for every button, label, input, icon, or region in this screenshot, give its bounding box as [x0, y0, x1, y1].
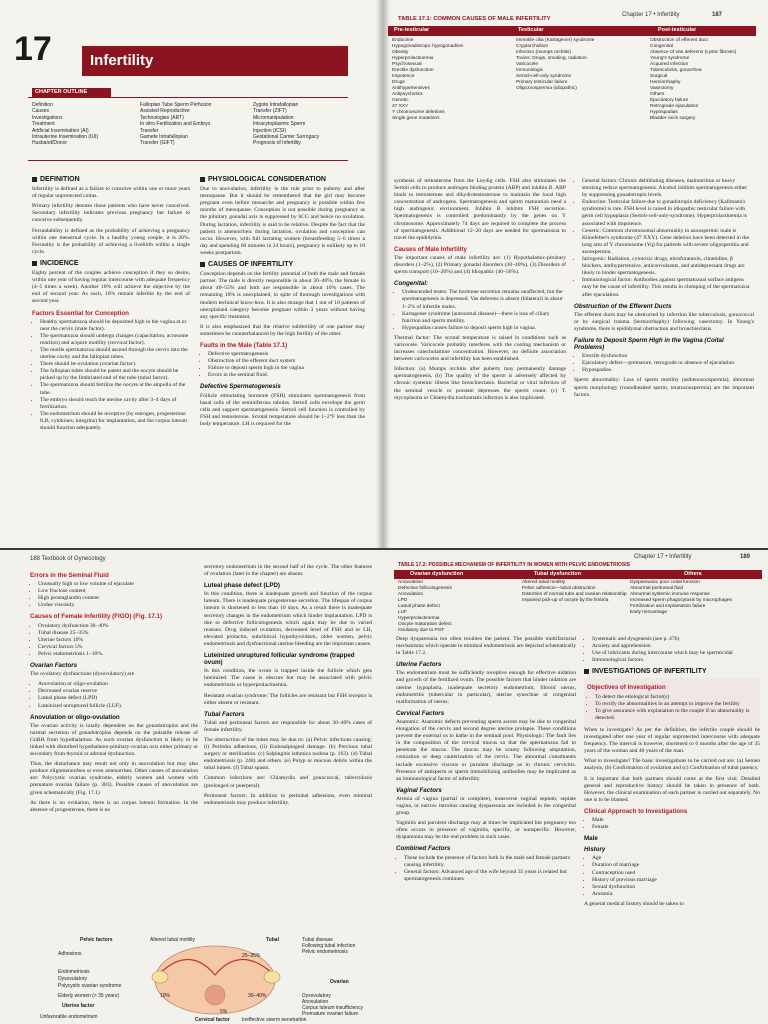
fig-label: Unfavorable endometrium — [40, 1014, 98, 1020]
body-text: Anatomic: Anatomic defects preventing sperm ascent may be due to congenital elongation of the cervix and second degree uterine prolapse. These conditions prevent the external os to bathe in the seminal pool. Physiologic: The fault lies in the composition of the cervical mucus so that the spermatozoa fail to penetrate the mucus. The mucus may be scanty following amputation, conization or deep cauterization of the cervix. The abnormal constituents include excessive viscous or purulent discharge as in chronic cervicitis. Presence of antisperm or sperm immobilizing antibodies may be implicated as an immunological factor of infertility. — [396, 718, 576, 782]
outline-item: Zygote Intrafallopian — [253, 102, 299, 108]
approach-list — [584, 817, 760, 831]
obstruction-heading: Obstruction of the Efferent Ducts — [574, 302, 672, 310]
male-faults-list — [200, 351, 365, 379]
male-faults-heading: Faults in the Male (Table 17.1) — [200, 341, 288, 349]
list-item: • Decreased ovarian reserve — [38, 688, 198, 695]
table-cell-line: Obstruction of efferent duct — [650, 38, 708, 43]
factors-list — [32, 319, 190, 433]
table-cell-line: Impotence — [392, 74, 415, 79]
outline-item: Intracytoplasmic Sperm — [253, 121, 306, 128]
physiological-text: Due to anovulation, infertility is the rule prior to puberty and after menopause. But it should be remembered that the girl may become pregnant even before menarche and pregnancy is possible within few months of menopause. Conception is not possible during pregnancy as the pituitary gonadal axis is suppressed by hCG and hence no ovulation. During lactation, infertility is said to be relative. Despite the fact that the patient is amenorrheic during lactation, ovulation and conception can occur. However, with full lactating women (breastfeeding 5–6 times a day and spending 60 minutes in 24 hours), pregnancy is unlikely up to 10 weeks postpartum. — [200, 186, 365, 256]
page-188 — [0, 550, 384, 1024]
table-header-row — [394, 570, 762, 579]
list-item: • Use of lubricants during intercourse which may be spermicidal — [592, 650, 760, 657]
table-cell-testicular — [516, 38, 594, 92]
list-item: • These include the presence of factors both in the male and female partners causing infertility. — [404, 855, 576, 869]
male-heading: Male — [584, 835, 598, 843]
table-col-header: Others — [684, 571, 702, 577]
fig-label: Following tubal infection — [302, 943, 356, 949]
page-189 — [384, 550, 768, 1024]
fig-label: Premature ovarian failure — [302, 1011, 359, 1017]
body-text: The endometrium must be sufficiently receptive enough for effective nidation and growth of the fertilized ovum. The possible factors that hinder nidation are uterine hypoplasia, inadequate secretory endometrium, fibroid uterus, endometritis (tubercular in particular), uterine synechiae or congenital malformation of uterus. — [396, 670, 576, 705]
list-item: • To detect the etiological factor(s) — [595, 694, 757, 701]
outline-item: Definition — [32, 102, 53, 108]
fig-label: Adhesions — [58, 951, 82, 957]
outline-col-1 — [32, 102, 98, 147]
list-item: • Anovulation or oligo-ovulation — [38, 681, 198, 688]
congenital-list — [394, 289, 566, 332]
fig-label: Tubal disease — [302, 937, 333, 943]
table-cell-line: Hyperprolactinemia — [392, 56, 434, 61]
table-title: TABLE 17.1: COMMON CAUSES OF MALE INFERTILITY — [398, 16, 551, 22]
body-text: Vaginitis and purulent discharge may at times be implicated but pregnancy too often occurs in presence of vaginitis, specific, or nonspecific. However, dyspareunia may be the real problem in such cases. — [396, 820, 576, 841]
body-text: Thermal factor: The scrotal temperature is raised in conditions such as varicocele. Varicocele probably interferes with the cooling mechanism or increases catecholamine concentration. However, no definite association between varicoceles and infertility has been established. — [394, 334, 566, 363]
fig-label: Anovulation — [302, 999, 329, 1005]
outline-item: In vitro Fertilization and Embryo — [140, 121, 211, 128]
fig-label: Tubal — [266, 937, 279, 943]
list-item: • Luteal phase defect (LPD) — [38, 695, 198, 702]
table-cell-line: Primary testicular failure — [516, 80, 568, 85]
investigations-heading: INVESTIGATIONS OF INFERTILITY — [592, 668, 707, 676]
table-cell-line: Erectile dysfunction — [392, 68, 434, 73]
table-cell-line: Young's syndrome — [650, 56, 690, 61]
list-item: • Erectile dysfunction — [582, 353, 754, 360]
uterine-factors-heading: Uterine Factors — [396, 661, 442, 669]
list-item: • General factors: Advanced age of the wife beyond 35 years is related but spermatogenesis continues — [404, 869, 576, 883]
list-item: • The embryo should reach the uterine cavity after 3–4 days of fertilization. — [40, 397, 190, 411]
factors-heading: Factors Essential for Conception — [32, 309, 129, 317]
table-cell-line: Sertoli-cell-only syndrome — [516, 74, 572, 79]
table-cell-line: Luteal phase defect — [398, 604, 440, 609]
fig-label: Endometriosis — [58, 969, 90, 975]
body-text: synthesis of testosterone from the Leydig cells. FSH also stimulates the Sertoli cells to produce androgen binding protein (ABP) and inhibin B. ABP binds to testosterone and dihydrotestosterone to maintain the local high concentration of androgens. Spermatogenesis and sperm maturation need a high androgenic environment. Inhibin B inhibits FSH secretion. Spermatogenesis is controlled predominantly by the genes on Y chromosome. Approximately 74 days are required to complete the process of spermatogenesis. Additional 12–20 days are needed for spermatozoa to travel the epididymis. — [394, 178, 566, 241]
body-text: Deep dyspareunia too often troubles the patient. The possible multifactorial mechanisms which operate in minimal endometriosis are depicted schematically in Table 17.2. — [396, 636, 576, 657]
list-item: • Endocrine: Testicular failure due to gonadotropin deficiency (Kallmann's syndrome) is rare. FSH level is raised in idiopathic testicular failure with germ cell hypoplasia (Sertoli-cell-only-syndrome). Hyperprolactinemia is associated with impotence. — [582, 199, 754, 227]
list-item: • Cervical factors 5% — [38, 644, 198, 651]
outline-item: Injection (ICSI) — [253, 127, 287, 134]
definition-text: Infertility is defined as a failure to conceive within one or more years of regular unprotected coitus. — [32, 186, 190, 200]
fig-label: Elderly women (> 35 years) — [58, 993, 119, 999]
list-item: • Undescended testes: The hormone secretion remains unaffected, but the spermatogenesis is depressed. Vas deferens is absent (bilateral) in about 1–2% of infertile males. — [402, 289, 566, 310]
body-text: secretory endometrium in the second half of the cycle. The other features of ovulation (later in the chapter) are absent. — [204, 564, 372, 578]
table-cell-line: LUF — [398, 610, 408, 615]
list-item: • Age — [592, 855, 760, 862]
outline-item: Investigations — [32, 114, 63, 121]
table-cell-line: Absence of Vas deferens (cystic fibrosis) — [650, 50, 737, 55]
table-cell-line: Ovulatory due to PGF — [398, 628, 445, 633]
table-col-header: Ovarian dysfunction — [410, 571, 464, 577]
table-col-header: Tubal dysfunction — [534, 571, 581, 577]
running-header: Chapter 17 • Infertility — [634, 554, 692, 560]
table-cell-line: Retrograde ejaculation — [650, 104, 699, 109]
outline-item: Husband/Donor — [32, 140, 68, 147]
body-text: As there is no ovulation, there is no corpus luteum formation. In the absence of progesterone, there is no — [30, 799, 198, 813]
p187-column-3 — [394, 178, 566, 405]
fig-label: Uterine factor — [62, 1003, 95, 1009]
table-cell-line: Antihypertensives — [392, 86, 430, 91]
list-item: • The motile spermatozoa should ascend through the cervix into the uterine cavity and the fallopian tubes. — [40, 347, 190, 361]
other-factors-list — [584, 636, 760, 664]
list-item: • Anosmia. — [592, 891, 760, 898]
history-list — [584, 855, 760, 898]
fig-label: Pelvic factors — [80, 937, 113, 943]
ovarian-factors-heading: Ovarian Factors — [30, 662, 78, 670]
table-cell-line: Anovulation — [398, 580, 424, 585]
table-col-header: Pre-testicular — [394, 27, 430, 33]
table-cell-line: Ejaculatory failure — [650, 98, 689, 103]
female-causes-list — [30, 623, 198, 658]
body-text: Infection: (a) Mumps orchitis after puberty may permanently damage spermatogenesis, (b) The quality of the sperm is adversely affected by chronic systemic illness like bronchiectasis. Bacterial or viral infection of the seminal vesicle or prostate depresses the sperm count. (c) T. mycoplasma or Chlamydia trachomatis infection is also implicated. — [394, 366, 566, 401]
table-cell-line: Drugs — [392, 80, 405, 85]
outline-item: Technologies (ART) — [140, 114, 184, 121]
table-cell-line: Oocyte maturation defect — [398, 622, 452, 627]
outline-item: Micromanipulation — [253, 114, 294, 121]
table-cell-line: Obesity — [392, 50, 409, 55]
list-item: • Low fructose content — [38, 588, 198, 595]
list-item: • The fallopian tubes should be patent and the oocyte should be picked up by the fimbriated end of the tube (tubal factor). — [40, 368, 190, 382]
table-cell-line: Immotile cilia (Kartagener) syndrome — [516, 38, 595, 43]
table-cell-line: Anovulation — [398, 592, 424, 597]
chapter-outline — [28, 97, 348, 161]
outline-item: Transfer (GIFT) — [140, 140, 175, 147]
list-item: • There should be ovulation (ovarian factor). — [40, 361, 190, 368]
luf-heading: Luteinized unruptured follicular syndrome (trapped ovum) — [204, 652, 355, 667]
definition-heading: DEFINITION — [40, 176, 80, 183]
p189-column-1 — [396, 636, 576, 886]
fig-label: 25–35% — [242, 953, 261, 959]
fig-label: Ovarian — [330, 979, 349, 985]
list-item: • Anxiety and apprehension — [592, 643, 760, 650]
list-item: • Ovulatory dysfunction 30–40% — [38, 623, 198, 630]
figure-17-1 — [10, 935, 370, 1021]
body-text: Common infections are: Chlamydia and gonococcal, tuberculosis (prolonged or puerperal). — [204, 775, 372, 789]
right-ovary — [264, 971, 280, 983]
fig-label: Corpus luteum insufficiency — [302, 1005, 364, 1011]
male-factors-list — [574, 178, 754, 299]
table-cell-line: Fertilization and implantation failure — [630, 604, 706, 609]
body-text: The important causes of male infertility are: (1) Hypothalamic-pituitary disorders (1–2%), (2) Primary gonadal disorders (30–40%), (3) Disorders of sperm transport (10–20%) and (4) Idiopathic (40–50%). — [394, 254, 566, 276]
anovulation-heading: Anovulation or oligo-ovulation — [30, 713, 120, 721]
table-cell-line: Surgical — [650, 74, 668, 79]
table-cell-line: Cryptorchidism — [516, 44, 548, 49]
body-text: In this condition, there is inadequate growth and function of the corpus luteum. There is inadequate progesterone secretion. The lifespan of corpus luteum is shortened to less than 10 days. As a result there is inadequate secretory changes in the endometrium which hinder implantation. LPD is due to defective folliculogenesis which again may be due to varied reasons. Drug induced ovulation, decreased level of FSH and or LH, elevated prolactin, subclinical hypothyroidism, older women, pelvic endometriosis and dysfunctional uterine bleeding are the important causes. — [204, 591, 372, 647]
male-causes-heading: Causes of Male Infertility — [394, 245, 467, 253]
list-item: • Male — [592, 817, 760, 824]
objectives-box — [584, 678, 760, 726]
congenital-heading: Congenital: — [394, 280, 429, 288]
outline-col-3 — [253, 102, 319, 147]
list-item: • Obstruction of the efferent duct system — [208, 358, 365, 365]
list-item: • Hypospadias causes failure to deposit sperm high in vagina. — [402, 325, 566, 332]
list-item: • Uterine factors 10% — [38, 637, 198, 644]
list-item: • Healthy spermatozoa should be deposited high in the vagina at or near the cervix (male factor). — [40, 319, 190, 333]
body-text: A general medical history should be taken to — [584, 900, 684, 907]
body-text: Thus, the disturbance may result not only in anovulation but may also produce oligomenorrhea or even amenorrhea. Other causes of anovulation are: Polycystic ovarian syndrome, elderly women and women with premature ovarian failure (p. 383). Possible causes of anovulation are given schematically (Fig. 17.1) — [30, 761, 198, 796]
table-cell-line: Y chromosome deletions — [392, 110, 445, 115]
list-item: • Kartagener syndrome (autosomal disease)—there is loss of ciliary function and sperm motility. — [402, 311, 566, 325]
left-ovary — [152, 971, 168, 983]
table-cell-tubal — [522, 580, 627, 604]
table-cell-line: Genetic — [392, 98, 409, 103]
table-cell-line: Abnormal systemic immune response — [630, 592, 710, 597]
p187-column-2 — [200, 172, 365, 431]
list-item: • Hypospadias. — [582, 367, 754, 374]
outline-item: Transfer — [140, 127, 159, 134]
defective-spermatogenesis-text: Follicle stimulating hormone (FSH) stimulates spermatogenesis from basal cells of the seminiferous tubules. Sertoli cells envelope the germ cells and support spermatogenesis. Sertoli cell function is controlled by FSH and testosterone. Scrotal temperature should be 1–2°F less than the body temperature. LH is required for the — [200, 392, 365, 427]
table-cell-line: Single gene mutations — [392, 116, 440, 121]
list-item: • High prostaglandin content — [38, 595, 198, 602]
table-cell-others — [630, 580, 732, 616]
body-text: Peritoneal factors: In addition to peritubal adhesions, even minimal endometriosis may produce infertility. — [204, 792, 372, 806]
table-cell-line: Distortion of normal tube and ovarian relationship — [522, 592, 627, 597]
body-text: Resistant ovarian syndrome: The follicles are resistant but FSH receptor is either absent or resistant. — [204, 692, 372, 706]
outline-item: Gamete Intrafallopian — [140, 134, 188, 141]
seminal-heading: Errors in the Seminal Fluid — [30, 572, 109, 579]
fig-label: Polycystic ovarian syndrome — [58, 983, 122, 989]
p188-column-2 — [204, 564, 372, 810]
combined-list — [396, 855, 576, 883]
outline-item: Treatment — [32, 121, 55, 128]
table-cell-line: Early miscarriage — [630, 610, 668, 615]
history-heading: History — [584, 846, 606, 854]
causes-text: Conception depends on the fertility potential of both the male and female partner. The male is directly responsible in about 30–40%, the female in about 40–55% and both are responsible in about 10% cases. The remaining 10% is unexplained, in spite of thorough investigations with modern technical know-how. It is also strange that 1 out of 10 patients of unexplained category become pregnant within 3 years without having any specific treatment. — [200, 271, 365, 320]
outline-item: Prognosis of Infertility — [253, 140, 301, 147]
body-text: The ovarian activity is totally dependent on the gonadotropins and the normal secretion of gonadotropins depends on the pulsatile release of GnRH from hypothalamus. As such ovarian dysfunction is likely to be linked with disturbed hypothalamo-pituitary-ovarian axis either primary or secondary from thyroid or adrenal dysfunction. — [30, 722, 198, 758]
table-cell-line: Hypogonadotropic hypogonadism — [392, 44, 464, 49]
table-cell-line: Congenital — [650, 44, 673, 49]
list-item: • Tubal disease 25–35% — [38, 630, 198, 637]
table-col-header: Testicular — [518, 27, 544, 33]
table-cell-line: Oligozoospermia (idiopathic) — [516, 86, 577, 91]
incidence-heading: INCIDENCE — [40, 259, 79, 267]
list-item: • Female — [592, 824, 760, 831]
table-cell-line: Altered tubal motility — [522, 580, 566, 585]
fig-label: Cervical factor — [195, 1017, 230, 1021]
table-header-row — [388, 26, 756, 36]
list-item: • The spermatozoa should undergo changes (capacitation, acrosome reaction) and acquire motility (cervical factor). — [40, 333, 190, 347]
list-item: • Defective spermatogenesis — [208, 351, 365, 358]
list-item: • Duration of marriage — [592, 862, 760, 869]
body-text: What to investigate? The basic investigations to be carried out are: (a) Semen analysis, (b) Confirmation of ovulation and (c) Confirmation of tubal patency. — [584, 758, 760, 772]
body-text: When to investigate? As per the definition, the infertile couple should be investigated after one year of regular unprotected intercourse with adequate frequency. The interval is however, shortened to 6 months after the age of 35 years of the woman and 40 years of the man. — [584, 726, 760, 755]
table-cell-line: Toxins: Drugs, smoking, radiation — [516, 56, 587, 61]
outline-item: Fallopian Tube Sperm Perfusion — [140, 102, 212, 108]
incidence-text: Eighty percent of the couples achieve conception if they so desire, within one year of having regular intercourse with adequate frequency (4–5 times a week). Another 10% will achieve the objective by the end of second year. As such, 10% remain infertile by the end of second year. — [32, 270, 190, 305]
list-item: • Systematic and dysgenesis (see p. 476) — [592, 636, 760, 643]
table-cell-line: Hypospadias — [650, 110, 678, 115]
chapter-outline-title: CHAPTER OUTLINE — [32, 88, 111, 97]
seminal-list — [30, 581, 198, 609]
table-cell-line: Varicocele — [516, 62, 539, 67]
physiological-heading: PHYSIOLOGICAL CONSIDERATION — [208, 176, 326, 183]
luteal-heading: Luteal phase defect (LPD) — [204, 582, 280, 590]
p187-column-1 — [32, 172, 190, 435]
p188-column-1 — [30, 568, 198, 817]
body-text: The ovulatory dysfunctions (dysovulatory) are — [30, 671, 135, 678]
list-item: • The spermatozoa should fertilize the oocyte at the ampulla of the tube. — [40, 382, 190, 396]
page-number: 187 — [712, 12, 723, 18]
list-item: • Genetic: Common chromosomal abnormality in azoospermic male is Klinefelter's syndrome (47 XXY). Gene deletion have been detected in the long arm of Y chromosome (Yq) for patients with severe oligospermia and azoospermia. — [582, 228, 754, 256]
uterus-shape — [205, 985, 225, 1005]
cervical-factors-heading: Cervical Factors — [396, 709, 445, 717]
deposit-heading: Failure to Deposit Sperm High in the Vagina (Coital Problems) — [574, 336, 724, 352]
list-item: • Unusually high or low volume of ejaculate — [38, 581, 198, 588]
table-cell-line: Abnormal peritoneal fluid — [630, 586, 684, 591]
table-cell-line: Psychosexual — [392, 62, 422, 67]
outline-item: Causes — [32, 108, 49, 115]
list-item: • History of previous marriage — [592, 877, 760, 884]
outline-item: Assisted Reproductive — [140, 108, 190, 115]
body-text: Tubal and peritoneal factors are responsible for about 30–40% cases of female infertility. — [204, 719, 372, 733]
fig-label: 5% — [220, 1009, 228, 1015]
table-cell-line: Others — [650, 92, 665, 97]
list-item: • Pelvic endometriosis 1–10%. — [38, 651, 198, 658]
table-title: TABLE 17.2: POSSIBLE MECHANISM OF INFERTILITY IN WOMEN WITH PELVIC ENDOMETRIOSIS — [398, 562, 630, 568]
list-item: • To rectify the abnormalities in an attempt to improve the fertility — [595, 701, 757, 708]
body-text: The efferent ducts may be obstructed by infection like tuberculosis, gonococcal or by surgical trauma (herniorrhaphy) following vasectomy. In Young's syndrome, there is epididymal obstruction and bronchiectasis. — [574, 311, 754, 332]
table-cell-line: Immunologic — [516, 68, 544, 73]
chapter-title: Infertility — [90, 52, 154, 69]
table-cell-line: Antipsychotics — [392, 92, 423, 97]
outline-item: Gestational Carrier Surrogacy — [253, 134, 320, 141]
running-header: Chapter 17 • Infertility — [622, 12, 680, 18]
list-item: • Immunological factor: Antibodies against spermatozoal surface antigens may be the cause of infertility. This results in clumping of the spermatozoa after ejaculation. — [582, 277, 754, 298]
ovarian-list — [30, 681, 198, 709]
table-cell-line: Dyspareunia; poor coital function — [630, 580, 700, 585]
list-item: • To give assurance with explanation to the couple if no abnormality is detected. — [595, 708, 757, 722]
page-number: 189 — [740, 554, 751, 560]
table-cell-line: Hyperprolactinemia — [398, 616, 440, 621]
list-item: • Iatrogenic: Radiation, cytotoxic drugs, nitrofurantoin, cimetidine, β blockers, antihypertensive, anticonvulsants, and antidepressant drugs are likely to hinder spermatogenesis. — [582, 256, 754, 277]
table-cell-line: Increased sperm phagocytosis by macrophages — [630, 598, 732, 603]
causes-text: It is also emphasized that the relative subfertility of one partner may sometimes be counterbalanced by the high fertility of the other. — [200, 323, 365, 337]
table-cell-line: Tuberculosis, gonorrhea — [650, 68, 702, 73]
fig-label: Altered tubal motility — [150, 937, 196, 943]
approach-heading: Clinical Approach to Investigations — [584, 807, 688, 815]
female-causes-heading: Causes of Female Infertility (FIGO) (Fig. 17.1) — [30, 613, 163, 621]
chapter-number: 17 — [14, 30, 52, 68]
causes-heading: CAUSES OF INFERTILITY — [208, 261, 294, 269]
outline-col-2 — [140, 102, 211, 147]
combined-factors-heading: Combined Factors — [396, 845, 451, 853]
body-text: It is important that both partners should come at the first visit. Detailed general and reproductive history should be taken in presence of both. However, the clinical examination of each partner is carried out separately. No one is to be blamed. — [584, 775, 760, 803]
table-cell-pretesticular — [392, 38, 463, 122]
list-item: • General factors: Chronic debilitating diseases, malnutrition or heavy smoking reduce spermatogenesis. Alcohol inhibits spermatogenesis either by suppressing gonadotropin levels. — [582, 178, 754, 199]
body-text: Atresia of vagina (partial or complete), transverse vaginal septum, septate vagina, or narrow introitus causing dyspareunia are included in the congenital group. — [396, 795, 576, 817]
table-cell-ovarian — [398, 580, 452, 634]
table-cell-line: Infection (mumps orchitis) — [516, 50, 571, 55]
outline-item: Intrauterine Insemination (IUI) — [32, 134, 99, 141]
table-col-header: Post-testicular — [658, 27, 697, 33]
p187-column-4 — [574, 178, 754, 402]
definition-text: Primary infertility denotes those patients who have never conceived. Secondary infertility indicates previous pregnancy but failure to conceive subsequently. — [32, 203, 190, 224]
table-cell-line: Pelvic adhesion—tubal obstruction — [522, 586, 596, 591]
defective-spermatogenesis-heading: Defective Spermatogenesis — [200, 383, 281, 391]
table-17-2 — [394, 562, 762, 634]
list-item: • The endometrium should be receptive (by estrogen, progesterone ft,B, cytokines, integrins) for implantation, and the corpus luteum should function adequately. — [40, 411, 190, 432]
objectives-heading: Objectives of Investigation — [587, 684, 666, 692]
table-cell-line: Vasectomy — [650, 86, 674, 91]
p189-column-2 — [584, 636, 760, 911]
list-item: • Immunological factors. — [592, 657, 760, 664]
outline-item: Artificial Insemination (AI) — [32, 127, 89, 134]
list-item: • Undue viscosity. — [38, 602, 198, 609]
list-item: • Luteinized unruptured follicle (LUF). — [38, 703, 198, 710]
tubal-factors-heading: Tubal Factors — [204, 710, 245, 718]
running-header: 188 Textbook of Gynecology — [30, 556, 106, 562]
table-cell-line: LPD — [398, 598, 408, 603]
fig-label: 10% — [160, 993, 171, 999]
body-text: In this condition, the ovum is trapped inside the follicle which gets luteinized. The cause is obscure but may be associated with pelvic endometriosis or hyperprolactinemia. — [204, 668, 372, 689]
fig-label: Dysovulatory — [58, 976, 87, 982]
outline-item: Transfer (ZIFT) — [253, 108, 287, 115]
table-17-1 — [388, 16, 760, 176]
table-cell-line: 47 XXY — [392, 104, 409, 109]
table-cell-line: Endocrine — [392, 38, 414, 43]
list-item: • Errors in the seminal fluid. — [208, 372, 365, 379]
list-item: • Contraception used — [592, 870, 760, 877]
objectives-list — [587, 694, 757, 722]
table-cell-line: Defective folliculogenesis — [398, 586, 452, 591]
vaginal-factors-heading: Vaginal Factors — [396, 786, 442, 794]
list-item: • Sexual dysfunction — [592, 884, 760, 891]
fig-label: Ineffective sperm penetration — [242, 1017, 307, 1021]
table-cell-line: Bladder neck surgery — [650, 116, 696, 121]
fig-label: Pelvic endometriosis — [302, 949, 348, 955]
body-text: Sperm abnormality: Loss of sperm motility (asthenozoospermia), abnormal sperm morphology (roundheaded sperm, teratozoospermia) are the important factors. — [574, 377, 754, 398]
fig-label: Dysovulatory — [302, 993, 331, 999]
table-cell-posttesticular — [650, 38, 736, 122]
definition-text: Fecundability is defined as the probability of achieving a pregnancy within one menstrual cycle. In a healthy young couple, it is 20%. Fecundity is the probability of achieving a livebirth within a single cycle. — [32, 227, 190, 255]
list-item: • Ejaculatory defect—premature, retrograde or absence of ejaculation — [582, 360, 754, 367]
table-cell-line: Acquired infection — [650, 62, 689, 67]
body-text: The obstruction of the tubes may be due to: (a) Pelvic infections causing: (i) Perituba adhesions, (ii) Endosalpingeal damage. (b) Previous tubal surgery or sterilization. (c) Salpingitis isthmica nodosa (p. 163). (d) Tubal endometriosis (p. 248) and others. (e) Polyp or mucous debris within the tubal lumen. (f) Tubal spasm. — [204, 736, 372, 772]
list-item: • Failure to deposit sperm high in the vagina — [208, 365, 365, 372]
deposit-list — [574, 353, 754, 374]
table-cell-line: Impaired pick-up of oocyte by the fimbria — [522, 598, 609, 603]
fig-label: 30–40% — [248, 993, 267, 999]
table-cell-line: Herniorrhaphy — [650, 80, 681, 85]
